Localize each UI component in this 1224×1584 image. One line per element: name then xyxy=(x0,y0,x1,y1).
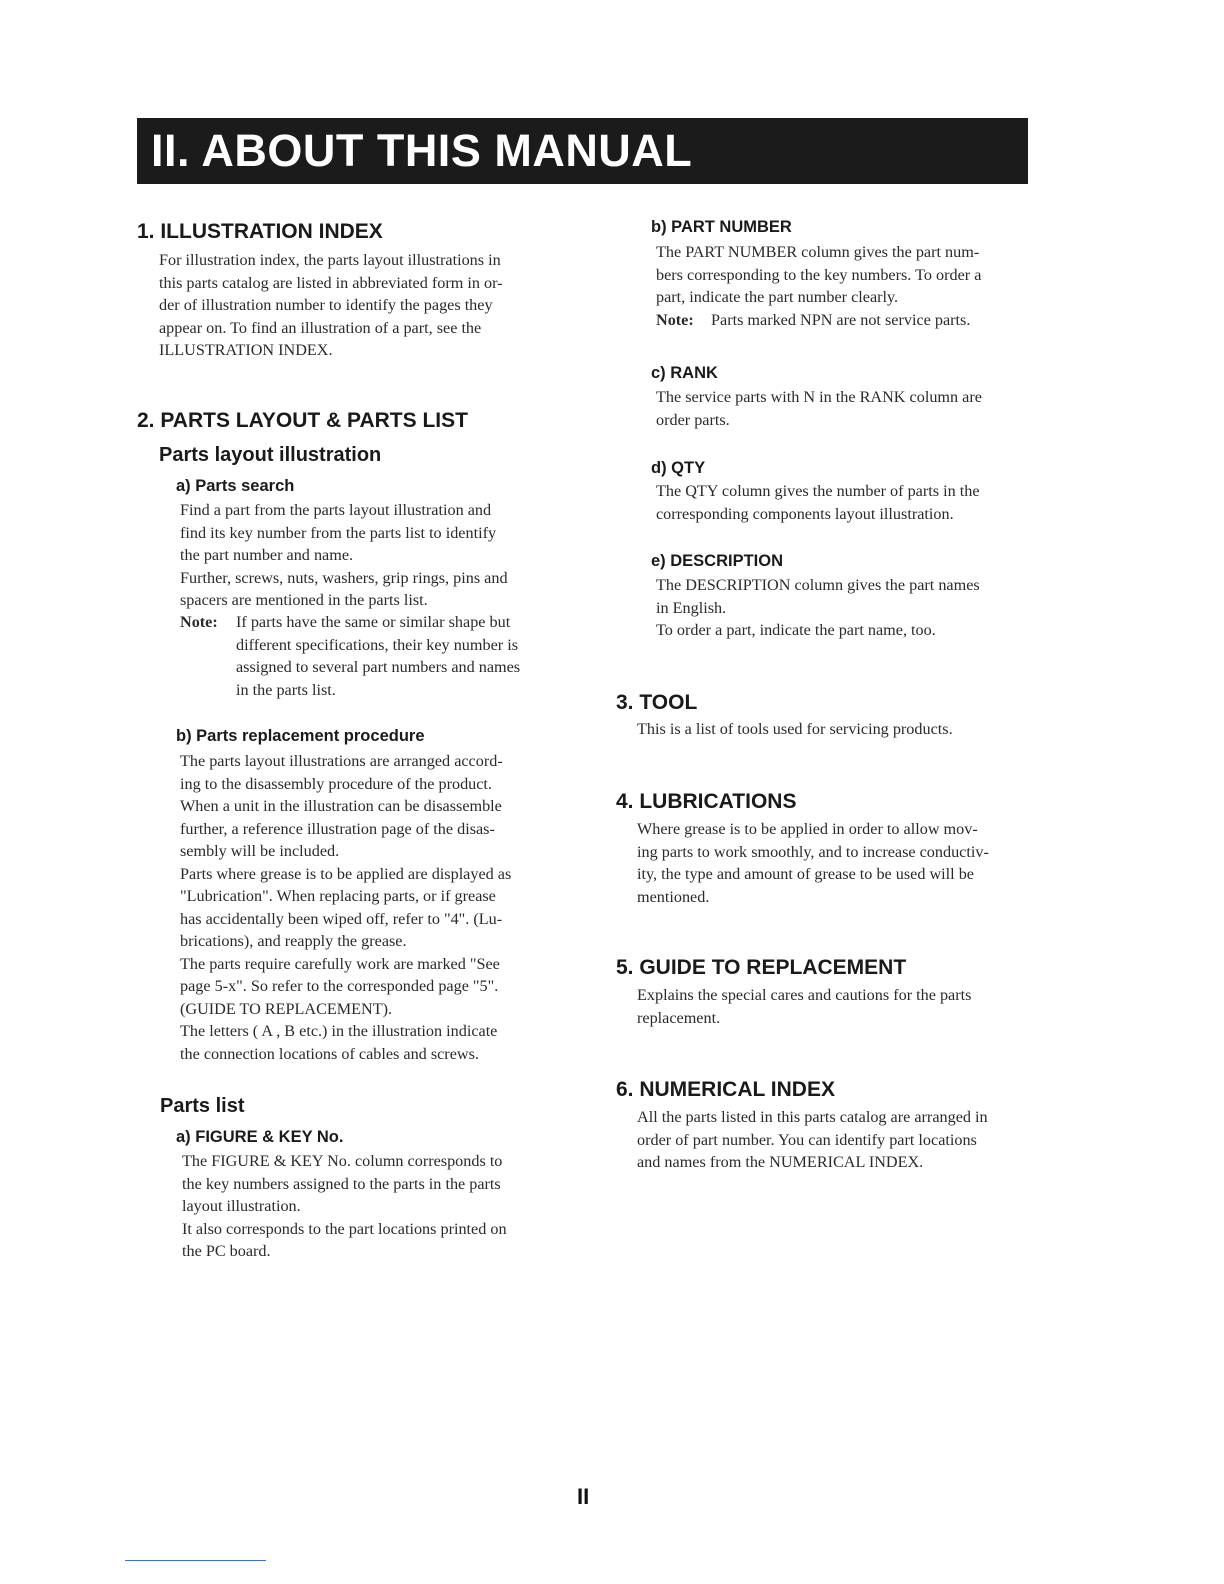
text-line: For illustration index, the parts layout illustrations in xyxy=(159,251,501,269)
text-line: sembly will be included. xyxy=(180,842,340,860)
text-line: part, indicate the part number clearly. xyxy=(656,288,899,306)
description-text xyxy=(656,574,980,642)
text-line: If parts have the same or similar shape but xyxy=(236,613,511,631)
text-line: To order a part, indicate the part name, too. xyxy=(656,621,936,639)
note-label: Note: xyxy=(656,311,694,329)
text-line: has accidentally been wiped off, refer to "4". (Lu- xyxy=(180,909,503,928)
parts-search-note xyxy=(236,611,520,701)
text-line: the part number and name. xyxy=(180,546,354,564)
text-line: corresponding components layout illustration. xyxy=(656,504,954,523)
text-line: der of illustration number to identify the pages they xyxy=(159,296,493,314)
text-line: The QTY column gives the number of parts in the xyxy=(656,482,980,500)
text-line: the connection locations of cables and screws. xyxy=(180,1044,479,1063)
text-line: Find a part from the parts layout illustration and xyxy=(180,501,492,519)
text-line: This is a list of tools used for servicing products. xyxy=(637,720,953,738)
heading-figure-key-no: a) FIGURE & KEY No. xyxy=(176,1128,344,1146)
heading-lubrications: 4. LUBRICATIONS xyxy=(616,790,797,813)
text-line: The parts require carefully work are marked "See xyxy=(180,954,500,973)
text-line: brications), and reapply the grease. xyxy=(180,932,407,950)
text-line: The parts layout illustrations are arranged accord- xyxy=(180,752,503,770)
text-line: in English. xyxy=(656,598,727,617)
parts-search-text xyxy=(180,499,508,612)
text-line: assigned to several part numbers and names xyxy=(236,658,521,676)
qty-text xyxy=(656,480,980,525)
text-line: spacers are mentioned in the parts list. xyxy=(180,591,428,609)
heading-part-number: b) PART NUMBER xyxy=(651,218,792,236)
text-line: this parts catalog are listed in abbreviated form in or- xyxy=(159,273,503,292)
text-line: layout illustration. xyxy=(182,1197,301,1215)
text-line: The FIGURE & KEY No. column corresponds to xyxy=(182,1152,503,1170)
heading-tool: 3. TOOL xyxy=(616,691,698,714)
text-line: Explains the special cares and cautions for the parts xyxy=(637,986,972,1004)
guide-text xyxy=(637,984,971,1029)
heading-illustration-index: 1. ILLUSTRATION INDEX xyxy=(137,220,383,243)
text-line: Where grease is to be applied in order to allow mov- xyxy=(637,820,978,838)
rank-text xyxy=(656,386,982,431)
part-number-note: Parts marked NPN are not service parts. xyxy=(711,311,971,329)
text-line: further, a reference illustration page of the disas- xyxy=(180,819,495,838)
section-banner xyxy=(137,118,1028,184)
text-line: order of part number. You can identify part locations xyxy=(637,1130,977,1149)
text-line: the key numbers assigned to the parts in the parts xyxy=(182,1174,501,1193)
figure-key-text xyxy=(182,1150,507,1263)
parts-replacement-text xyxy=(180,750,511,1065)
text-line: The letters ( A , B etc.) in the illustration indicate xyxy=(180,1022,498,1040)
text-line: ing to the disassembly procedure of the product. xyxy=(180,774,492,793)
heading-qty: d) QTY xyxy=(651,459,706,477)
heading-parts-search: a) Parts search xyxy=(176,477,295,495)
text-line: the PC board. xyxy=(182,1242,271,1260)
text-line: order parts. xyxy=(656,410,730,429)
page-title: II. ABOUT THIS MANUAL xyxy=(151,125,693,176)
numerical-index-text xyxy=(637,1106,988,1174)
illustration-index-text xyxy=(159,249,503,362)
part-number-text xyxy=(656,241,981,309)
text-line: ity, the type and amount of grease to be used will be xyxy=(637,865,974,883)
text-line: ing parts to work smoothly, and to increase conductiv- xyxy=(637,842,989,861)
text-line: mentioned. xyxy=(637,887,710,906)
text-line: different specifications, their key number is xyxy=(236,635,518,654)
text-line: It also corresponds to the part locations printed on xyxy=(182,1219,507,1238)
text-line: The service parts with N in the RANK column are xyxy=(656,388,982,406)
text-line: find its key number from the parts list to identify xyxy=(180,523,497,542)
lubrications-text xyxy=(637,818,989,908)
heading-guide-to-replacement: 5. GUIDE TO REPLACEMENT xyxy=(616,956,907,979)
heading-parts-layout-list: 2. PARTS LAYOUT & PARTS LIST xyxy=(137,409,468,432)
text-line: bers corresponding to the key numbers. To order a xyxy=(656,265,982,284)
text-line: and names from the NUMERICAL INDEX. xyxy=(637,1153,924,1171)
text-line: replacement. xyxy=(637,1008,721,1027)
subheading-parts-layout-illustration: Parts layout illustration xyxy=(159,444,382,466)
text-line: The PART NUMBER column gives the part num- xyxy=(656,243,980,261)
tool-text xyxy=(637,718,953,741)
note-label: Note: xyxy=(180,613,218,631)
text-line: When a unit in the illustration can be disassemble xyxy=(180,797,502,815)
text-line: (GUIDE TO REPLACEMENT). xyxy=(180,999,393,1018)
text-line: "Lubrication". When replacing parts, or if grease xyxy=(180,887,496,905)
heading-numerical-index: 6. NUMERICAL INDEX xyxy=(616,1078,835,1101)
text-line: in the parts list. xyxy=(236,680,336,699)
text-line: ILLUSTRATION INDEX. xyxy=(159,341,333,359)
footer-rule xyxy=(125,1560,266,1561)
heading-description: e) DESCRIPTION xyxy=(651,552,784,570)
heading-rank: c) RANK xyxy=(651,364,718,382)
text-line: Further, screws, nuts, washers, grip rings, pins and xyxy=(180,568,508,587)
text-line: page 5-x". So refer to the corresponded page "5". xyxy=(180,977,499,995)
text-line: appear on. To find an illustration of a part, see the xyxy=(159,318,482,337)
text-line: All the parts listed in this parts catalog are arranged in xyxy=(637,1108,988,1126)
text-line: Parts where grease is to be applied are displayed as xyxy=(180,864,512,883)
page-number: II xyxy=(577,1484,590,1509)
text-line: The DESCRIPTION column gives the part names xyxy=(656,576,980,594)
subheading-parts-list: Parts list xyxy=(160,1095,245,1117)
heading-parts-replacement-procedure: b) Parts replacement procedure xyxy=(176,727,425,745)
